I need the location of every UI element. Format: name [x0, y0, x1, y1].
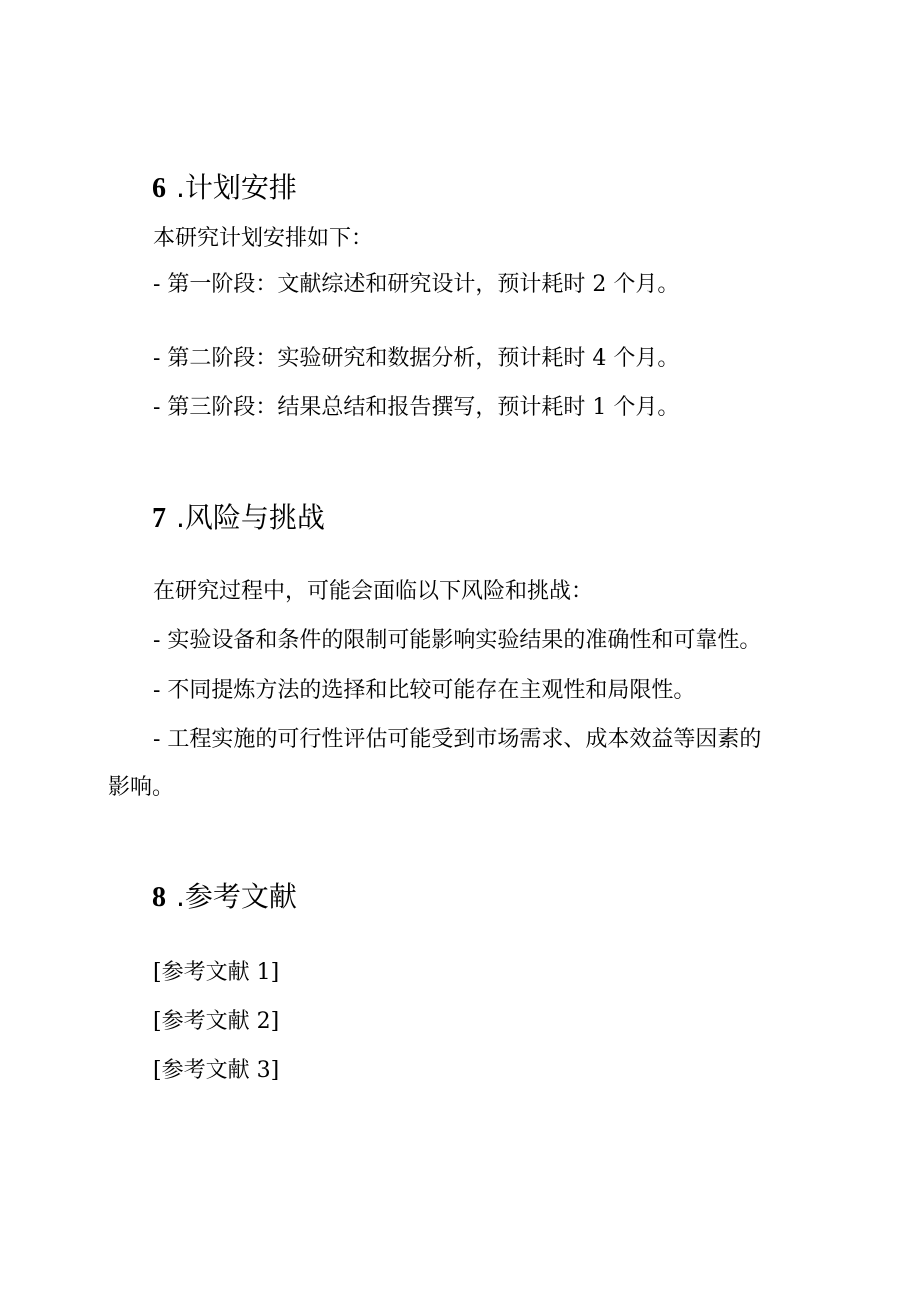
- section-title: .计划安排: [176, 171, 297, 204]
- list-item: - 实验设备和条件的限制可能影响实验结果的准确性和可靠性。: [153, 628, 762, 653]
- section-number: 7: [152, 503, 166, 534]
- section-heading-7: [152, 500, 325, 537]
- section-heading-8: [152, 879, 297, 916]
- list-item: - 第二阶段：实验研究和数据分析，预计耗时 4 个月。: [153, 346, 680, 371]
- list-item: - 第三阶段：结果总结和报告撰写，预计耗时 1 个月。: [153, 395, 680, 420]
- list-item: - 不同提炼方法的选择和比较可能存在主观性和局限性。: [153, 678, 696, 703]
- reference-item: [参考文献 3]: [153, 1058, 280, 1083]
- section-heading-6: [152, 170, 297, 207]
- section-number: 6: [152, 173, 166, 204]
- reference-item: [参考文献 2]: [153, 1009, 280, 1034]
- section-title: .参考文献: [176, 880, 297, 913]
- paragraph-line: 在研究过程中，可能会面临以下风险和挑战：: [153, 579, 594, 604]
- section-title: .风险与挑战: [176, 501, 325, 534]
- list-item: - 工程实施的可行性评估可能受到市场需求、成本效益等因素的: [153, 727, 762, 752]
- paragraph-line: 本研究计划安排如下：: [153, 226, 374, 251]
- section-number: 8: [152, 882, 166, 913]
- list-item: - 第一阶段：文献综述和研究设计，预计耗时 2 个月。: [153, 272, 680, 297]
- list-item-continuation: 影响。: [108, 775, 175, 800]
- reference-item: [参考文献 1]: [153, 960, 280, 985]
